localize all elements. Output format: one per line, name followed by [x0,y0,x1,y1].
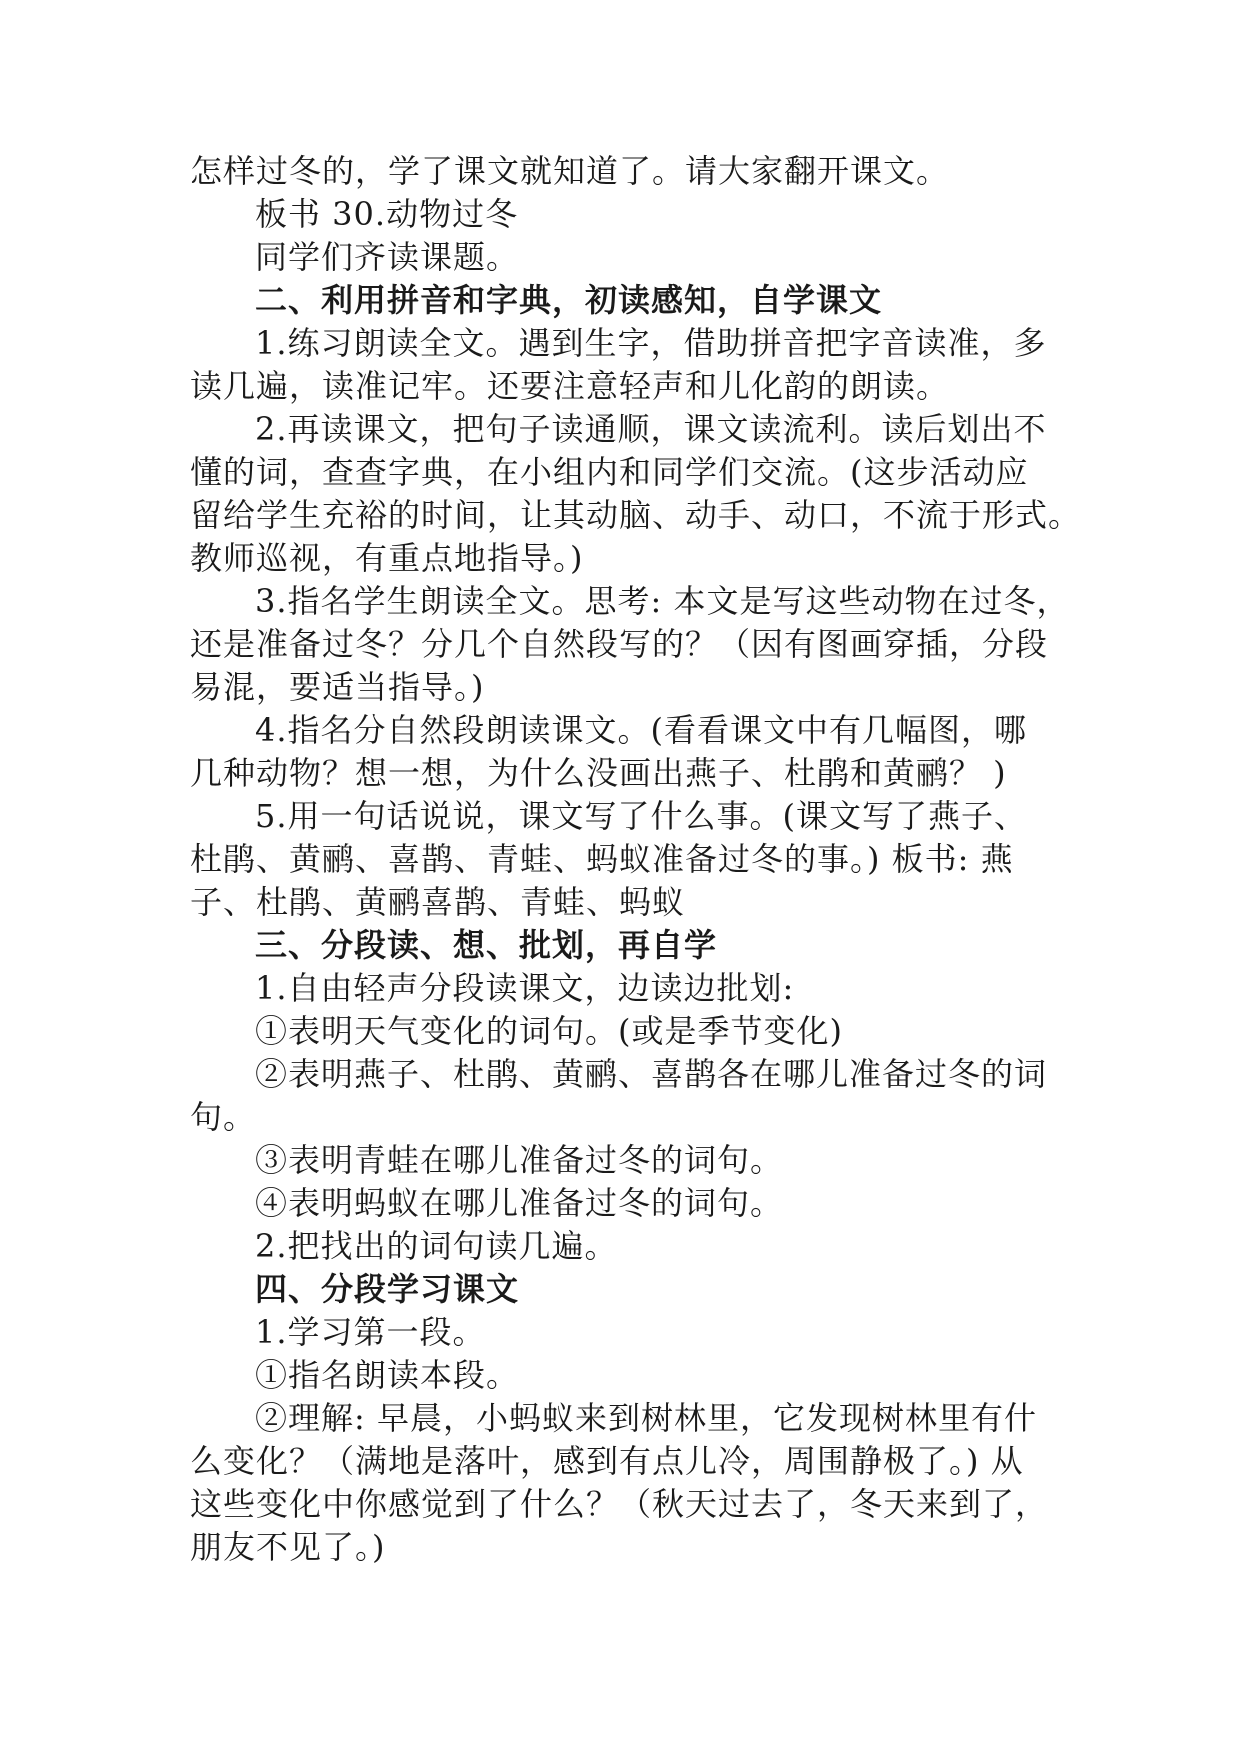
text-line: 3.指名学生朗读全文。思考: 本文是写这些动物在过冬， [255,582,1070,620]
text-line: ①指名朗读本段。 [255,1356,520,1394]
text-line: ③表明青蛙在哪儿准备过冬的词句。 [255,1141,784,1179]
text-line: 朋友不见了。) [190,1528,386,1566]
text-line: 易混，要适当指导。) [190,668,485,706]
text-line: 留给学生充裕的时间，让其动脑、动手、动口，不流于形式。 [190,496,1082,534]
section-heading: 二、利用拼音和字典，初读感知，自学课文 [255,281,883,319]
text-line: 句。 [190,1098,257,1136]
text-line: ②理解: 早晨，小蚂蚁来到树林里，它发现树林里有什 [255,1399,1037,1437]
text-line: 杜鹃、黄鹂、喜鹊、青蛙、蚂蚁准备过冬的事。) 板书: 燕 [190,840,1014,878]
text-line: 同学们齐读课题。 [255,238,520,276]
text-line: 1.练习朗读全文。遇到生字，借助拼音把字音读准，多 [255,324,1047,362]
text-line: 子、杜鹃、黄鹂喜鹊、青蛙、蚂蚁 [190,883,686,921]
text-line: 板书 30.动物过冬 [255,195,519,233]
text-line: 懂的词，查查字典，在小组内和同学们交流。(这步活动应 [190,453,1029,491]
text-line: 4.指名分自然段朗读课文。(看看课文中有几幅图，哪 [255,711,1028,749]
text-line: ①表明天气变化的词句。(或是季节变化) [255,1012,843,1050]
text-line: 2.把找出的词句读几遍。 [255,1227,618,1265]
text-line: 几种动物？想一想，为什么没画出燕子、杜鹃和黄鹂？ ) [190,754,1007,792]
section-heading: 三、分段读、想、批划，再自学 [255,926,718,964]
text-line: ②表明燕子、杜鹃、黄鹂、喜鹊各在哪儿准备过冬的词 [255,1055,1048,1093]
text-line: 这些变化中你感觉到了什么？（秋天过去了，冬天来到了， [190,1485,1049,1523]
text-line: 1.自由轻声分段读课文，边读边批划: [255,969,795,1007]
section-heading: 四、分段学习课文 [255,1270,520,1308]
text-line: 还是准备过冬？分几个自然段写的？（因有图画穿插，分段 [190,625,1049,663]
text-line: 读几遍，读准记牢。还要注意轻声和儿化韵的朗读。 [190,367,950,405]
text-line: 教师巡视，有重点地指导。) [190,539,584,577]
text-line: 怎样过冬的，学了课文就知道了。请大家翻开课文。 [190,152,950,190]
text-line: 1.学习第一段。 [255,1313,486,1351]
text-line: 5.用一句话说说，课文写了什么事。(课文写了燕子、 [255,797,1028,835]
text-line: 么变化？（满地是落叶，感到有点儿冷，周围静极了。) 从 [190,1442,1024,1480]
text-line: 2.再读课文，把句子读通顺，课文读流利。读后划出不 [255,410,1047,448]
text-line: ④表明蚂蚁在哪儿准备过冬的词句。 [255,1184,784,1222]
document-body [190,150,1082,1569]
